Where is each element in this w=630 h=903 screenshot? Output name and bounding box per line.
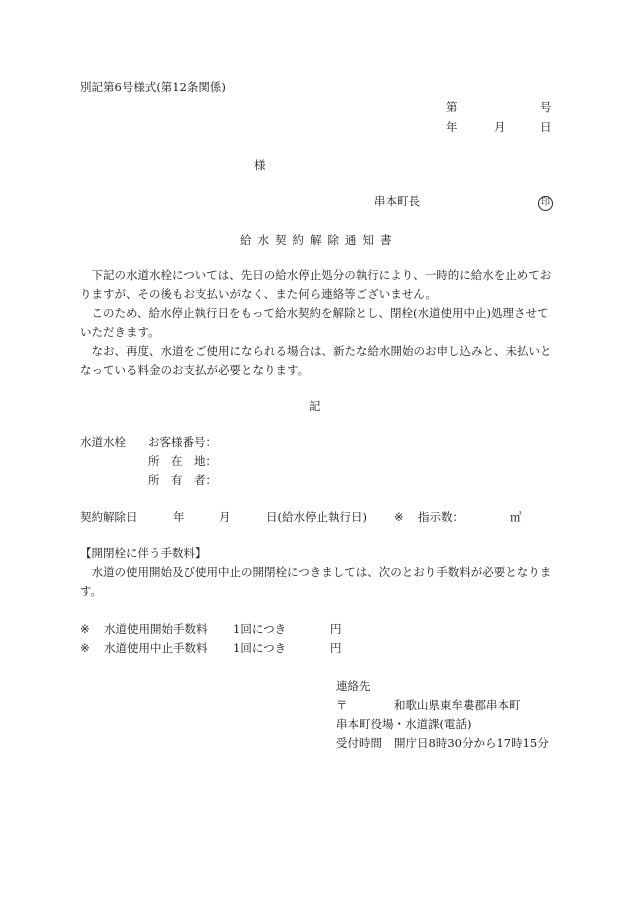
form-label: 別記第6号様式(第12条関係) (80, 80, 226, 94)
seal-icon: 印 (538, 196, 553, 211)
hours-label: 受付時間 (336, 736, 382, 750)
doc-number-prefix: 第 (446, 100, 458, 114)
postal-mark: 〒 (336, 698, 348, 712)
fee-item-1-unit: 円 (330, 622, 342, 636)
seal-mark (538, 193, 553, 211)
date-year: 年 (446, 120, 458, 134)
contact-heading: 連絡先 (336, 679, 371, 693)
fee-text: 水道の使用開始及び使用中止の開閉栓につきましては、次のとおり手数料が必要となります。 (80, 565, 552, 598)
meter-reading-label: 指示数： (418, 510, 464, 524)
fee-item-2-unit: 円 (330, 641, 342, 655)
recipient-suffix: 様 (254, 158, 266, 172)
fee-item-2-name: 水道使用中止手数料 (104, 641, 208, 655)
fee-item-2-per: 1回につき (233, 641, 287, 655)
termination-day: 日(給水停止執行日) (266, 510, 367, 524)
fee-item-1-per: 1回につき (233, 622, 287, 636)
body-paragraph-3: なお、再度、水道をご使用になられる場合は、新たな給水開始のお申し込みと、未払いとなっている料金のお支払が必要となります。 (80, 344, 552, 377)
document-title: 給水契約解除通知書 (240, 233, 398, 247)
issuer: 串本町長 (374, 194, 420, 208)
owner-label: 所 有 者： (148, 473, 217, 487)
meter-unit: ㎥ (510, 510, 522, 524)
body-text (80, 266, 552, 380)
fee-item-1-mark: ※ (80, 622, 90, 636)
fee-text-block (80, 563, 552, 601)
doc-number-suffix: 号 (540, 100, 552, 114)
termination-year: 年 (173, 510, 185, 524)
date-month: 月 (494, 120, 506, 134)
body-paragraph-2: このため、給水停止執行日をもって給水契約を解除とし、閉栓(水道使用中止)処理させていただきます。 (80, 306, 549, 339)
fee-item-1-name: 水道使用開始手数料 (104, 622, 208, 636)
location-label: 所 在 地： (148, 454, 217, 468)
termination-month: 月 (219, 510, 231, 524)
date-day: 日 (540, 120, 552, 134)
hours-value: 開庁日8時30分から17時15分 (394, 736, 549, 750)
termination-label: 契約解除日 (80, 510, 138, 524)
body-paragraph-1: 下記の水道水栓については、先日の給水停止処分の執行により、一時的に給水を止めておりますが、その後もお支払いがなく、また何ら連絡等ございません。 (80, 268, 552, 301)
faucet-label: 水道水栓 (80, 435, 126, 449)
fee-heading: 【開閉栓に伴う手数料】 (80, 546, 207, 560)
note-mark: ※ (394, 510, 404, 524)
contact-address: 和歌山県東牟婁郡串本町 (394, 698, 521, 712)
fee-item-2-mark: ※ (80, 641, 90, 655)
customer-number-label: お客様番号： (148, 435, 217, 449)
ki-heading: 記 (309, 399, 321, 413)
contact-office: 串本町役場・水道課(電話) (336, 717, 472, 731)
